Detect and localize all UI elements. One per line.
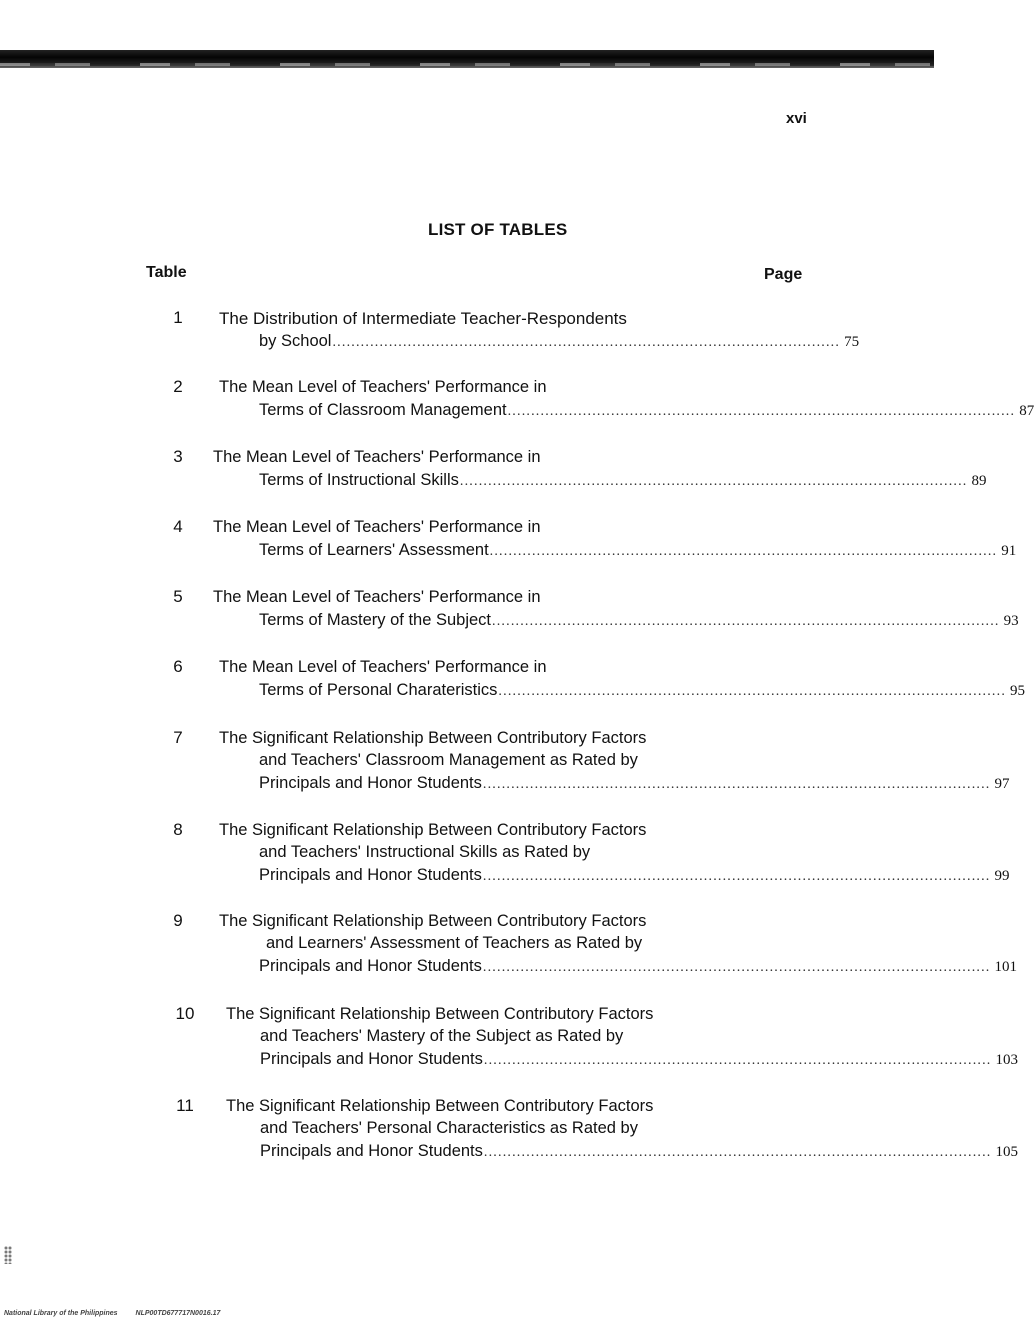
entry-line: The Significant Relationship Between Contributory Factors	[226, 1005, 654, 1023]
entry-page: 103	[995, 1052, 1018, 1068]
table-column-header: Table	[146, 264, 187, 281]
entry-last-line	[259, 471, 987, 490]
dot-leader: ............................................................................................................	[492, 614, 1000, 629]
entry-line: and Teachers' Instructional Skills as Rated by	[259, 843, 591, 861]
table-number: 5	[173, 587, 183, 606]
page-number: xvi	[786, 110, 807, 127]
entry-page: 97	[994, 776, 1010, 792]
entry-last-line	[259, 332, 860, 351]
dot-leader: ............................................................................................................	[332, 335, 841, 350]
entry-last-line	[260, 1142, 1018, 1161]
scan-border	[0, 50, 934, 68]
scan-footer	[4, 1310, 236, 1317]
page-column-header: Page	[764, 266, 803, 283]
table-number: 8	[173, 820, 183, 839]
entry-line: The Significant Relationship Between Contributory Factors	[226, 1097, 654, 1115]
entry-line: Principals and Honor Students	[259, 774, 482, 792]
entry-line: Terms of Personal Charateristics	[259, 681, 498, 699]
entry-last-line	[259, 774, 1010, 793]
dot-leader: ............................................................................................................	[482, 869, 991, 884]
entry-line: The Mean Level of Teachers' Performance in	[213, 518, 541, 536]
entry-page: 105	[995, 1144, 1018, 1160]
entry-last-line	[260, 1050, 1018, 1069]
entry-line: The Mean Level of Teachers' Performance in	[219, 378, 547, 396]
table-number: 2	[173, 377, 183, 396]
entry-page: 99	[994, 868, 1010, 884]
entry-last-line	[259, 866, 1010, 885]
page-title: LIST OF TABLES	[428, 220, 568, 239]
entry-line: Principals and Honor Students	[260, 1142, 483, 1160]
entry-line: The Mean Level of Teachers' Performance in	[213, 448, 541, 466]
entry-line: The Significant Relationship Between Contributory Factors	[219, 821, 647, 839]
entry-line: The Significant Relationship Between Contributory Factors	[219, 729, 647, 747]
entry-line: The Significant Relationship Between Contributory Factors	[219, 912, 647, 930]
table-number: 6	[173, 657, 183, 676]
table-number: 11	[176, 1096, 194, 1115]
dot-leader: ............................................................................................................	[498, 684, 1007, 699]
entry-line: Principals and Honor Students	[259, 866, 482, 884]
table-number: 1	[173, 308, 183, 327]
entry-line: The Mean Level of Teachers' Performance in	[213, 588, 541, 606]
dot-leader: ............................................................................................................	[482, 777, 991, 792]
entry-last-line	[259, 611, 1019, 630]
entry-line: The Distribution of Intermediate Teacher-Respondents	[219, 309, 627, 328]
entry-line: and Learners' Assessment of Teachers as Rated by	[266, 934, 643, 952]
dot-leader: ............................................................................................................	[459, 474, 968, 489]
entry-line: and Teachers' Classroom Management as Rated by	[259, 751, 638, 769]
entry-line: Terms of Instructional Skills	[259, 471, 459, 489]
table-number: 10	[175, 1004, 195, 1023]
entry-line: Terms of Mastery of the Subject	[259, 611, 492, 629]
dot-leader: ............................................................................................................	[507, 404, 1016, 419]
entry-last-line	[259, 401, 1034, 420]
dot-leader: ............................................................................................................	[482, 960, 991, 975]
table-number: 9	[173, 911, 183, 930]
table-number: 4	[173, 517, 183, 536]
entry-page: 91	[1001, 543, 1017, 559]
scan-speck	[4, 1246, 12, 1264]
entry-page: 89	[971, 473, 987, 489]
entry-line: Principals and Honor Students	[259, 957, 482, 975]
entry-last-line	[259, 541, 1017, 560]
entry-page: 95	[1010, 683, 1026, 699]
entry-line: Terms of Classroom Management	[259, 401, 507, 419]
dot-leader: ............................................................................................................	[483, 1053, 992, 1068]
entry-line: Principals and Honor Students	[260, 1050, 483, 1068]
footer-code: NLP00TD677717N0016.17	[135, 1310, 221, 1317]
entry-page: 75	[844, 334, 860, 350]
dot-leader: ............................................................................................................	[483, 1145, 992, 1160]
entry-line: The Mean Level of Teachers' Performance in	[219, 658, 547, 676]
entry-page: 87	[1019, 403, 1034, 419]
table-number: 7	[173, 728, 183, 747]
entry-page: 93	[1003, 613, 1019, 629]
table-number: 3	[173, 447, 183, 466]
footer-library: National Library of the Philippines	[4, 1310, 118, 1317]
entry-line: and Teachers' Mastery of the Subject as Rated by	[260, 1027, 624, 1045]
entry-page: 101	[994, 959, 1017, 975]
entry-last-line	[259, 681, 1026, 700]
dot-leader: ............................................................................................................	[489, 544, 998, 559]
entry-line: and Teachers' Personal Characteristics as Rated by	[260, 1119, 638, 1137]
entry-line: by School	[259, 332, 332, 350]
entry-line: Terms of Learners' Assessment	[259, 541, 489, 559]
entry-last-line	[259, 957, 1017, 976]
